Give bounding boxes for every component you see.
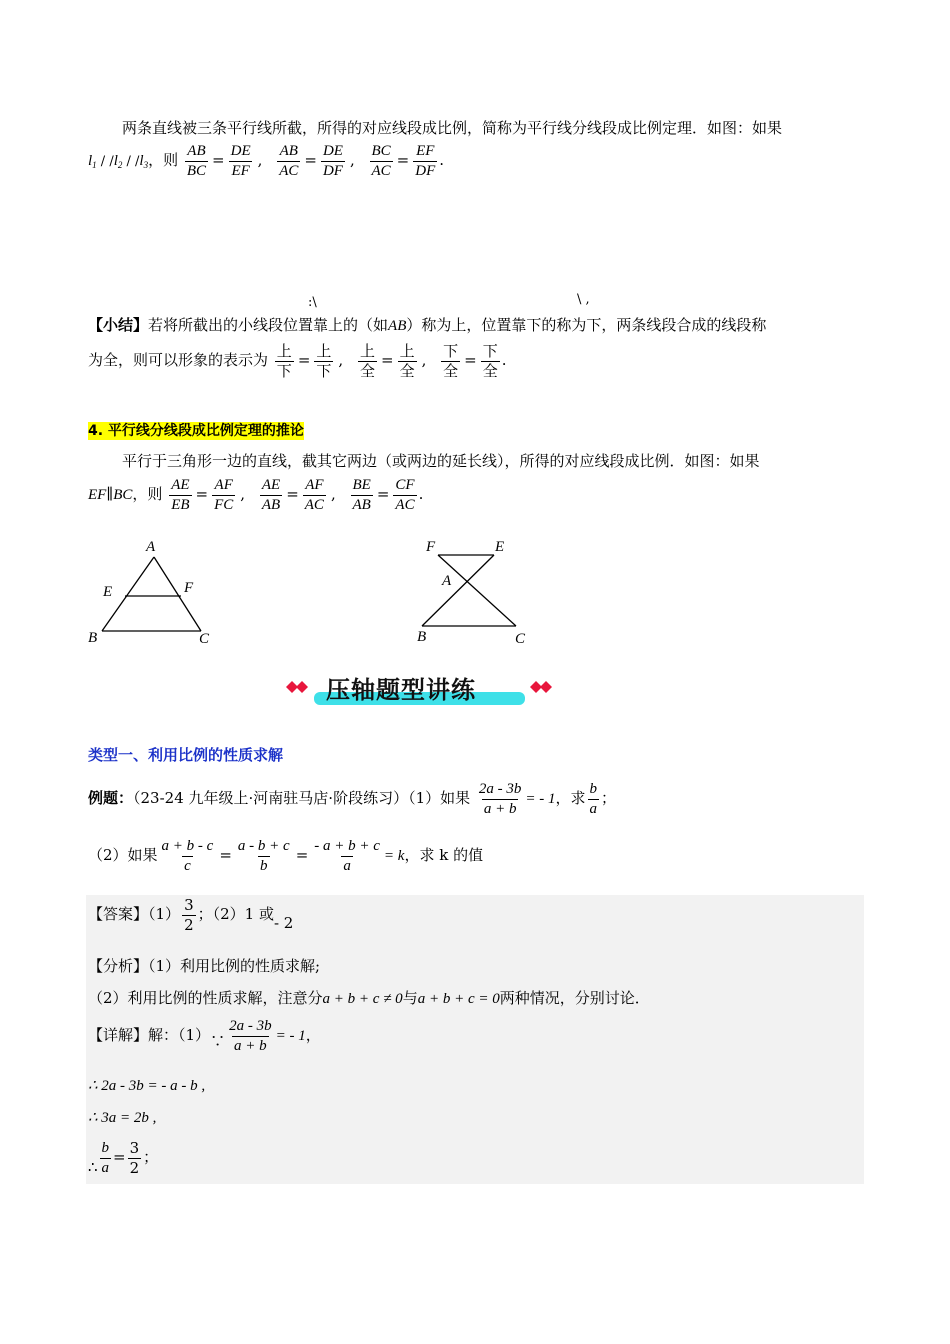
triangle-figure [80, 535, 230, 653]
detail-label: 【详解】 [88, 1026, 149, 1044]
fraction: $\frac{AB}{BC}$ [186, 143, 207, 179]
line-l2: $l_2$ [113, 153, 123, 170]
fraction: $\frac{DE}{EF}$ [230, 143, 251, 179]
fraction: $\frac{EF}{DF}$ [415, 143, 436, 179]
side-ac [154, 557, 201, 631]
fraction: $\frac{DE}{DF}$ [322, 143, 343, 179]
detail-step-2: ∴ 3a = 2b , [88, 1110, 157, 1126]
fraction: $\frac{BE}{AB}$ [352, 477, 371, 513]
label-e: E [495, 539, 505, 555]
detail-step-1: ∴ 2a - 3b = - a - b , [88, 1078, 206, 1094]
then-text: ，则 [148, 151, 179, 169]
analysis-line-2: （2）利用比例的性质求解，注意分a + b + c ≠ 0与a + b + c = 0两种情况，分别讨论． [88, 989, 650, 1007]
hourglass-figure [410, 535, 540, 653]
section-4-text: 平行于三角形一边的直线，截其它两边（或两边的延长线），所得的对应线段成比例．如图：如果 [122, 452, 760, 470]
fraction: $\frac{AE}{EB}$ [171, 477, 190, 513]
summary-line-1: 【小结】若将所截出的小线段位置靠上的（如AB）称为上，位置靠下的称为下，两条线段合成的线段称 [88, 316, 767, 334]
analysis-line-1: 【分析】（1）利用比例的性质求解; [88, 957, 321, 975]
summary-label: 【小结】 [88, 316, 149, 334]
fraction: $\frac{b}{a}$ [101, 1140, 110, 1176]
detail-step-3: ∴ $\frac{b}{a}$ = $\frac{3}{2}$ ； [88, 1139, 159, 1177]
banner [278, 668, 563, 712]
section-4-formula-line: EF∥BC，则 $\frac{AE}{EB}$ = $\frac{AF}{FC}$ , $\frac{AE}{AB}$ = $\frac{AF}{AC}$ , $\frac{BE}{AB}$ = $\frac{CF}{AC}$ . [88, 477, 424, 513]
label-f: F [184, 580, 194, 596]
fraction: $\frac{2a - 3b}{a + b}$ [229, 1018, 272, 1054]
fraction: $\frac{3}{2}$ [184, 896, 194, 934]
theorem-text: 两条直线被三条平行线所截，所得的对应线段成比例，简称为平行线分线段成比例定理．如图：如果 [122, 119, 783, 137]
detail-line-1: 【详解】解：（1）∵ $\frac{2a - 3b}{a + b}$ = - 1， [88, 1018, 321, 1054]
answer-label: 【答案】 [88, 905, 149, 923]
line-eb [422, 555, 494, 626]
diamond-icon [540, 681, 552, 693]
theorem-formula-line: $l_1 / /l_2 / /l_3$，则 $\frac{AB}{BC}$ = $\frac{DE}{EF}$ , $\frac{AB}{AC}$ = $\frac{DE}{DF}$ , $\frac{BC}{AC}$ = $\frac{EF}{DF}$ . [88, 143, 445, 179]
summary-line-2: 为全，则可以形象的表示为 $\frac{\text{上}}{\text{下}}$ = $\frac{\text{上}}{\text{下}}$ , $\frac{\text{上}}{\text{全}}$ = $\frac{\text{上}}{\text{全}}$ , $\frac{\text{下}}{\text{全}}$ = $\frac{\text{下}}{\text{全}}$ . [88, 342, 507, 380]
fraction: $\frac{- a + b + c}{a}$ [314, 838, 380, 874]
example-q2: （2）如果 $\frac{a + b - c}{c}$ = $\frac{a - b + c}{b}$ = $\frac{- a + b + c}{a}$ = k，求 k 的值 [88, 838, 484, 874]
diamond-icon [296, 681, 308, 693]
fraction: $\frac{b}{a}$ [589, 781, 598, 817]
fraction: $\frac{BC}{AC}$ [371, 143, 391, 179]
parallel-sign: / / [122, 154, 140, 169]
line-fc [438, 555, 516, 626]
fraction: $\frac{\text{上}}{\text{全}}$ [359, 342, 375, 380]
line-l1: $l_1$ [88, 153, 97, 170]
label-a: A [146, 539, 156, 555]
banner-title: 压轴题型讲练 [326, 676, 476, 704]
label-f: F [426, 539, 436, 555]
fraction: $\frac{a - b + c}{b}$ [237, 838, 290, 874]
analysis-label: 【分析】 [88, 957, 149, 975]
fraction: $\frac{AE}{AB}$ [261, 477, 281, 513]
answer-line: 【答案】（1） $\frac{3}{2}$ ；（2）1 或- 2 [88, 896, 294, 934]
fraction: $\frac{a + b - c}{c}$ [161, 838, 214, 874]
label-c: C [199, 631, 210, 647]
type-heading: 类型一、利用比例的性质求解 [88, 746, 284, 764]
label-b: B [88, 630, 98, 646]
label-b: B [417, 629, 427, 645]
fraction: $\frac{2a - 3b}{a + b}$ [478, 781, 522, 817]
fraction: $\frac{\text{下}}{\text{全}}$ [443, 342, 459, 380]
label-c: C [515, 631, 526, 647]
example-label: 例题： [88, 789, 134, 807]
label-a: A [442, 573, 452, 589]
fraction: $\frac{\text{下}}{\text{全}}$ [482, 342, 498, 380]
parallel-sign: / / [96, 154, 114, 169]
example-q1: 例题：（23-24 九年级上·河南驻马店·阶段练习）（1）如果 $\frac{2a - 3b}{a + b}$ = - 1，求 $\frac{b}{a}$ ； [88, 781, 617, 817]
fraction: $\frac{\text{上}}{\text{下}}$ [276, 342, 292, 380]
fraction: $\frac{CF}{AC}$ [395, 477, 415, 513]
label-e: E [103, 584, 113, 600]
stray-mark: \ , [577, 292, 590, 307]
fraction: $\frac{3}{2}$ [129, 1139, 140, 1177]
fraction: $\frac{AF}{FC}$ [214, 477, 234, 513]
section-4-heading: 4. 平行线分线段成比例定理的推论 [88, 423, 304, 439]
line-l3: $l_3$ [139, 153, 149, 170]
fraction: $\frac{\text{上}}{\text{下}}$ [316, 342, 332, 380]
fraction: $\frac{AF}{AC}$ [304, 477, 324, 513]
fraction: $\frac{AB}{AC}$ [279, 143, 299, 179]
stray-mark: :\ [308, 295, 317, 310]
fraction: $\frac{\text{上}}{\text{全}}$ [399, 342, 415, 380]
